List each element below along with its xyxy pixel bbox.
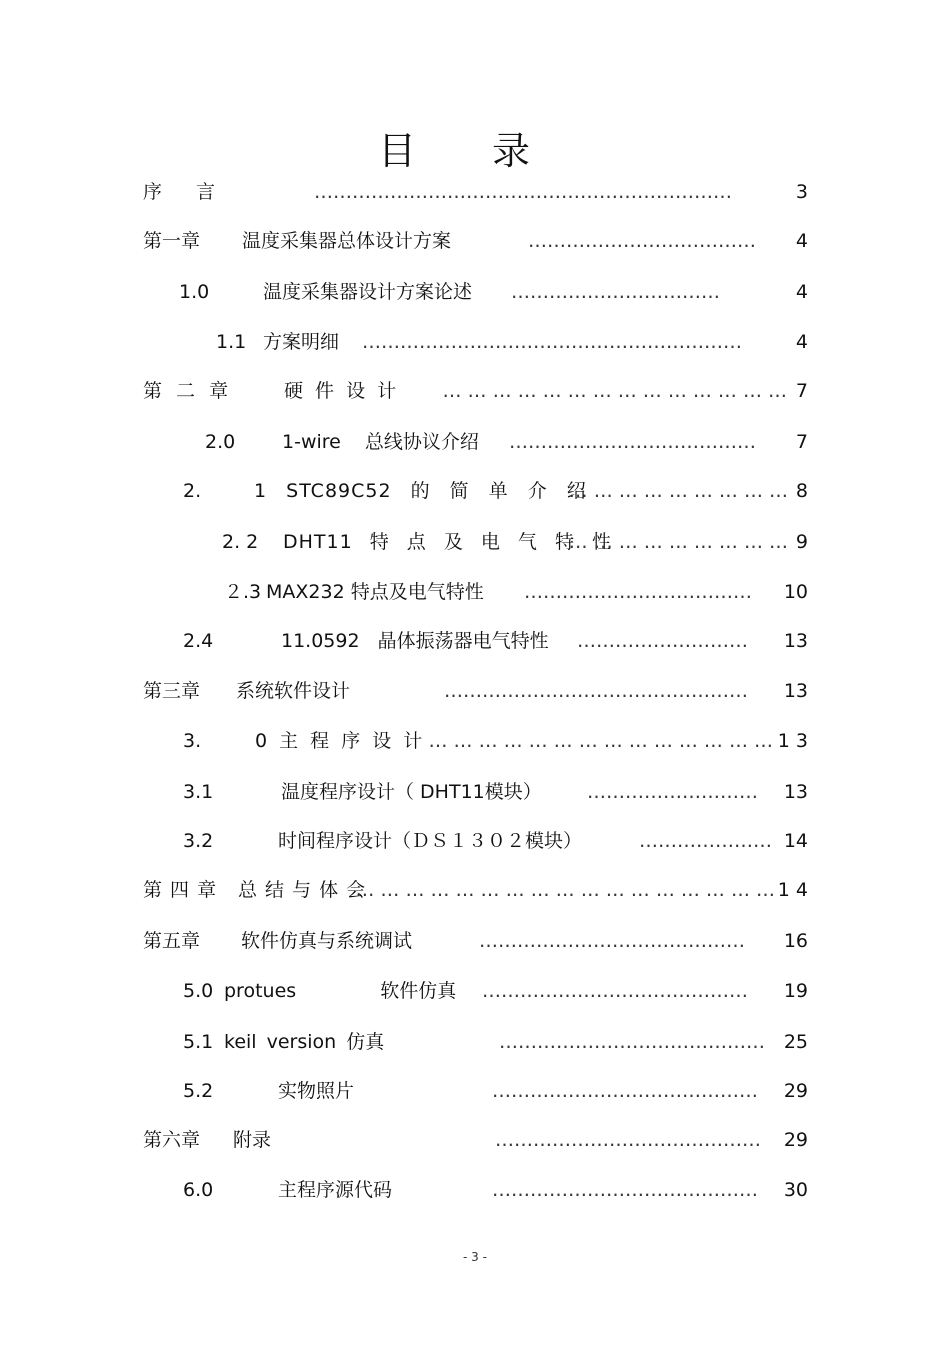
toc-entry-leader: …………………………………… — [479, 930, 745, 952]
toc-entry-leader: …………………………………… — [492, 1179, 758, 1201]
toc-entry — [0, 1124, 950, 1156]
toc-entry-title: 系统软件设计 — [236, 680, 351, 702]
toc-entry-page: 10 — [783, 581, 808, 603]
toc-entry-title: protues 软件仿真 — [224, 980, 457, 1002]
toc-entry-number: 5.1 — [183, 1031, 214, 1053]
toc-entry — [0, 925, 950, 957]
toc-entry-leader: …………………………………… — [495, 1129, 761, 1151]
toc-entry-page: 13 — [783, 781, 808, 803]
toc-entry-leader: … … … … … … … … … … … … … … — [442, 380, 787, 402]
toc-entry-page: 29 — [783, 1129, 808, 1151]
toc-entry — [0, 576, 950, 608]
toc-entry — [0, 526, 950, 558]
toc-entry-title: 硬 件 设 计 — [284, 380, 400, 402]
toc-entry-title: 11.0592 晶体振荡器电气特性 — [281, 630, 549, 652]
toc-entry-leader: …………………………… — [511, 281, 720, 303]
toc-entry-leader: …………………………………………………… — [362, 331, 742, 353]
toc-entry-title: 1 STC89C52 的 简 单 介 绍 — [254, 480, 587, 502]
toc-entry-leader: … … … … … … … … … … … … … … … … … — [355, 879, 775, 901]
toc-entry-leader: ……………………………… — [528, 230, 756, 252]
toc-entry-title: DHT11 特 点 及 电 气 特 性 — [283, 531, 612, 553]
toc-entry-number: 1.0 — [179, 281, 210, 303]
toc-entry-leader: …………………………………… — [482, 980, 748, 1002]
toc-entry-number: 6.0 — [183, 1179, 214, 1201]
toc-entry — [0, 1174, 950, 1206]
toc-entry-leader: … … … … … … … … … … … … … … — [428, 730, 773, 752]
toc-entry-page: 19 — [783, 980, 808, 1002]
toc-entry-number: 序 言 — [143, 181, 230, 203]
toc-entry-leader: ……………………………… — [524, 581, 752, 603]
toc-entry-number: 3.2 — [183, 830, 214, 852]
toc-entry — [0, 426, 950, 458]
toc-entry-page: 1 4 — [777, 879, 808, 901]
toc-entry-title: 软件仿真与系统调试 — [241, 930, 413, 952]
toc-entry-page: 4 — [795, 281, 808, 303]
toc-entry-leader: ………………… — [639, 830, 772, 852]
toc-entry — [0, 776, 950, 808]
toc-entry-title: 温度采集器设计方案论述 — [263, 281, 473, 303]
toc-entry-number: 2. — [183, 480, 202, 502]
toc-entry-title: 主程序源代码 — [278, 1179, 393, 1201]
toc-entry-page: 13 — [783, 680, 808, 702]
toc-entry-number: 第 四 章 — [143, 879, 218, 901]
toc-entry — [0, 1075, 950, 1107]
toc-entry-number: 2. 2 — [222, 531, 259, 553]
toc-entry-title: 时间程序设计（ＤＳ１３０２模块） — [278, 830, 583, 852]
toc-entry-title: 方案明细 — [263, 331, 340, 353]
toc-entry-leader: ……………………… — [587, 781, 758, 803]
toc-entry-page: 29 — [783, 1080, 808, 1102]
toc-entry-number: 第三章 — [143, 680, 201, 702]
toc-entry — [0, 874, 950, 906]
toc-entry-number: 第 二 章 — [143, 380, 233, 402]
toc-entry — [0, 375, 950, 407]
toc-entry-page: 1 3 — [777, 730, 808, 752]
toc-entry-page: 7 — [795, 431, 808, 453]
toc-entry-page: 30 — [783, 1179, 808, 1201]
toc-entry-title: 温度程序设计（ DHT11模块） — [281, 781, 542, 803]
page-number-footer: - 3 - — [463, 1250, 487, 1264]
toc-entry-leader: ………………………………………………………… — [314, 181, 732, 203]
toc-entry-page: 7 — [795, 380, 808, 402]
toc-entry-number: 5.2 — [183, 1080, 214, 1102]
toc-entry-title: 温度采集器总体设计方案 — [242, 230, 452, 252]
toc-entry-leader: …………………………………… — [499, 1031, 765, 1053]
toc-entry-title: MAX232 特点及电气特性 — [266, 581, 484, 603]
toc-entry-number: 第一章 — [143, 230, 201, 252]
toc-entry-number: 2.4 — [183, 630, 214, 652]
toc-entry-leader: ………………………………… — [509, 431, 756, 453]
toc-entry-leader: … … … … … … … … … — [568, 480, 788, 502]
toc-entry-number: ２.3 — [224, 581, 262, 603]
toc-entry — [0, 176, 950, 208]
toc-entry-leader: ………………………………………… — [444, 680, 748, 702]
toc-entry — [0, 326, 950, 358]
toc-entry-page: 4 — [795, 331, 808, 353]
toc-entry-page: 16 — [783, 930, 808, 952]
toc-entry-leader: ……………………… — [577, 630, 748, 652]
toc-entry — [0, 1026, 950, 1058]
toc-entry — [0, 625, 950, 657]
toc-entry-number: 第五章 — [143, 930, 201, 952]
toc-entry — [0, 725, 950, 757]
toc-entry-number: 5.0 — [183, 980, 214, 1002]
toc-entry-title: 1-wire 总线协议介绍 — [282, 431, 479, 453]
toc-entry-page: 8 — [795, 480, 808, 502]
toc-entry-page: 9 — [795, 531, 808, 553]
toc-entry — [0, 276, 950, 308]
toc-entry-page: 3 — [795, 181, 808, 203]
toc-entry-page: 14 — [783, 830, 808, 852]
page-title: 目 录 — [377, 129, 563, 173]
toc-entry — [0, 225, 950, 257]
toc-entry-number: 3.1 — [183, 781, 214, 803]
toc-entry-title: 实物照片 — [278, 1080, 355, 1102]
toc-entry — [0, 675, 950, 707]
toc-entry — [0, 975, 950, 1007]
toc-entry-number: 1.1 — [216, 331, 247, 353]
toc-entry-title: 总 结 与 体 会 — [238, 879, 367, 901]
toc-entry — [0, 475, 950, 507]
toc-entry-number: 第六章 — [143, 1129, 201, 1151]
toc-entry-title: 附录 — [233, 1129, 272, 1151]
toc-entry-number: 2.0 — [205, 431, 236, 453]
toc-entry-page: 25 — [783, 1031, 808, 1053]
toc-entry-page: 13 — [783, 630, 808, 652]
toc-entry-leader: … … … … … … … … … — [568, 531, 788, 553]
toc-entry-page: 4 — [795, 230, 808, 252]
toc-entry-title: keil version 仿真 — [224, 1031, 385, 1053]
toc-entry-leader: …………………………………… — [492, 1080, 758, 1102]
toc-entry — [0, 825, 950, 857]
toc-entry-number: 3. — [183, 730, 202, 752]
toc-entry-title: 0 主 程 序 设 计 — [255, 730, 426, 752]
